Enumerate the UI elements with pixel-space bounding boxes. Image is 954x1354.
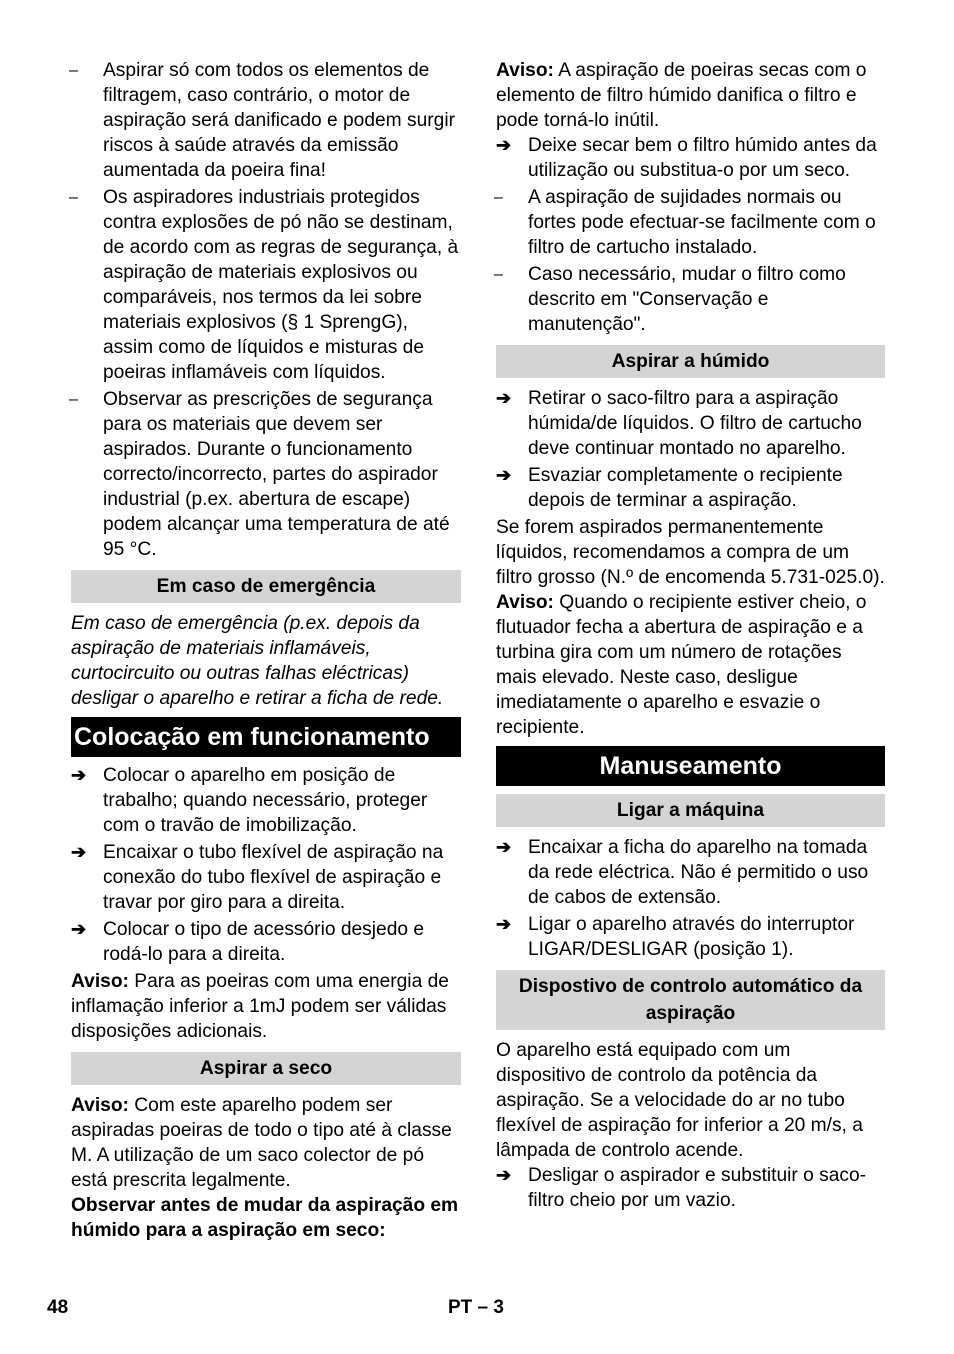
list-item — [71, 917, 461, 967]
notice-text: Quando o recipiente estiver cheio, o flutuador fecha a abertura de aspiração e a turbina gira com um número de rotações mais elevado. Neste caso, desligue imediatamente o aparelho e esvazie o recipiente. — [496, 592, 867, 738]
switch-on-heading: Ligar a máquina — [496, 794, 885, 827]
wet-text: Se forem aspirados permanentemente líquidos, recomendamos a compra de um filtro grosso (N.º de encomenda 5.731-025.0). — [496, 517, 885, 588]
notice-label: Aviso: — [71, 971, 129, 992]
emergency-heading: Em caso de emergência — [71, 570, 461, 603]
list-item — [496, 1163, 885, 1213]
list-item — [496, 262, 885, 337]
notice-paragraph — [496, 58, 885, 133]
notice-label: Aviso: — [496, 60, 554, 81]
right-column — [496, 58, 885, 1215]
list-item — [71, 840, 461, 915]
notice-label: Aviso: — [496, 592, 554, 613]
startup-heading: Colocação em funcionamento — [71, 717, 461, 757]
list-item-text: Aspirar só com todos os elementos de filtragem, caso contrário, o motor de aspiração será danificado e podem surgir riscos à saúde através da emissão aumentada da poeira fina! — [103, 60, 455, 181]
list-item-text: Encaixar o tubo flexível de aspiração na conexão do tubo flexível de aspiração e travar por giro para a direita. — [103, 842, 444, 913]
list-item — [496, 185, 885, 260]
list-item — [496, 133, 885, 183]
arrow-right-icon: ➔ — [496, 914, 512, 934]
notice-text: Para as poeiras com uma energia de inflamação inferior a 1mJ podem ser válidas disposições adicionais. — [71, 971, 449, 1042]
control-text: O aparelho está equipado com um dispositivo de controlo da potência da aspiração. Se a velocidade do ar no tubo flexível de aspiração for inferior a 20 m/s, a lâmpada de controlo acende. — [496, 1040, 863, 1161]
list-item-text: Deixe secar bem o filtro húmido antes da utilização ou substitua-o por um seco. — [528, 135, 877, 181]
page-number: 48 — [47, 1297, 69, 1318]
arrow-right-icon: ➔ — [496, 465, 512, 485]
control-heading: Dispostivo de controlo automático da aspiração — [496, 970, 885, 1030]
handling-heading: Manuseamento — [496, 746, 885, 786]
arrow-right-icon: ➔ — [71, 919, 87, 939]
wet-heading: Aspirar a húmido — [496, 345, 885, 378]
list-item-text: Ligar o aparelho através do interruptor LIGAR/DESLIGAR (posição 1). — [528, 914, 855, 960]
emergency-text: Em caso de emergência (p.ex. depois da aspiração de materiais inflamáveis, curtocircuito ou outras falhas eléctricas) desligar o aparelho e retirar a ficha de rede. — [71, 613, 444, 709]
list-item-text: Encaixar a ficha do aparelho na tomada da rede eléctrica. Não é permitido o uso de cabos de extensão. — [528, 837, 869, 908]
list-item — [496, 835, 885, 910]
list-item-text: Retirar o saco-filtro para a aspiração húmida/de líquidos. O filtro de cartucho deve continuar montado no aparelho. — [528, 388, 862, 459]
list-item — [71, 58, 461, 183]
dry-heading: Aspirar a seco — [71, 1052, 461, 1085]
notice-paragraph — [71, 1093, 461, 1193]
notice-text: A aspiração de poeiras secas com o elemento de filtro húmido danifica o filtro e pode torná-lo inútil. — [496, 60, 867, 131]
arrow-right-icon: ➔ — [496, 1165, 512, 1185]
notice-text: Com este aparelho podem ser aspiradas poeiras de todo o tipo até à classe M. A utilização de um saco colector de pó está prescrita legalmente. — [71, 1095, 452, 1191]
arrow-right-icon: ➔ — [496, 837, 512, 857]
bold-note — [71, 1193, 461, 1243]
notice-paragraph — [496, 590, 885, 740]
list-item — [496, 912, 885, 962]
arrow-right-icon: ➔ — [71, 765, 87, 785]
list-item — [496, 463, 885, 513]
list-item-text: Desligar o aspirador e substituir o saco-filtro cheio por um vazio. — [528, 1165, 867, 1211]
arrow-right-icon: ➔ — [71, 842, 87, 862]
notice-paragraph — [71, 969, 461, 1044]
list-item — [71, 185, 461, 385]
list-item-text: Os aspiradores industriais protegidos contra explosões de pó não se destinam, de acordo com as regras de segurança, à aspiração de materiais explosivos ou comparáveis, nos termos da lei sobre materiais explosivos (§ 1 SprengG), assim como de líquidos e misturas de poeiras inflamáveis com líquidos. — [103, 187, 459, 383]
notice-label: Aviso: — [71, 1095, 129, 1116]
list-item — [71, 763, 461, 838]
arrow-right-icon: ➔ — [496, 388, 512, 408]
list-item-text: Colocar o aparelho em posição de trabalho; quando necessário, proteger com o travão de imobilização. — [103, 765, 428, 836]
arrow-right-icon: ➔ — [496, 135, 512, 155]
list-item-text: A aspiração de sujidades normais ou fortes pode efectuar-se facilmente com o filtro de cartucho instalado. — [528, 187, 876, 258]
bold-note-text: Observar antes de mudar da aspiração em húmido para a aspiração em seco: — [71, 1195, 459, 1241]
left-column — [71, 58, 461, 1243]
list-item-text: Observar as prescrições de segurança para os materiais que devem ser aspirados. Durante o funcionamento correcto/incorrecto, partes do aspirador industrial (p.ex. abertura de escape) podem alcançar uma temperatura de até 95 °C. — [103, 389, 450, 560]
section-label: PT – 3 — [448, 1297, 504, 1318]
list-item — [496, 386, 885, 461]
list-item-text: Esvaziar completamente o recipiente depois de terminar a aspiração. — [528, 465, 843, 511]
list-item — [71, 387, 461, 562]
list-item-text: Colocar o tipo de acessório desjedo e rodá-lo para a direita. — [103, 919, 425, 965]
list-item-text: Caso necessário, mudar o filtro como descrito em "Conservação e manutenção". — [528, 264, 846, 335]
